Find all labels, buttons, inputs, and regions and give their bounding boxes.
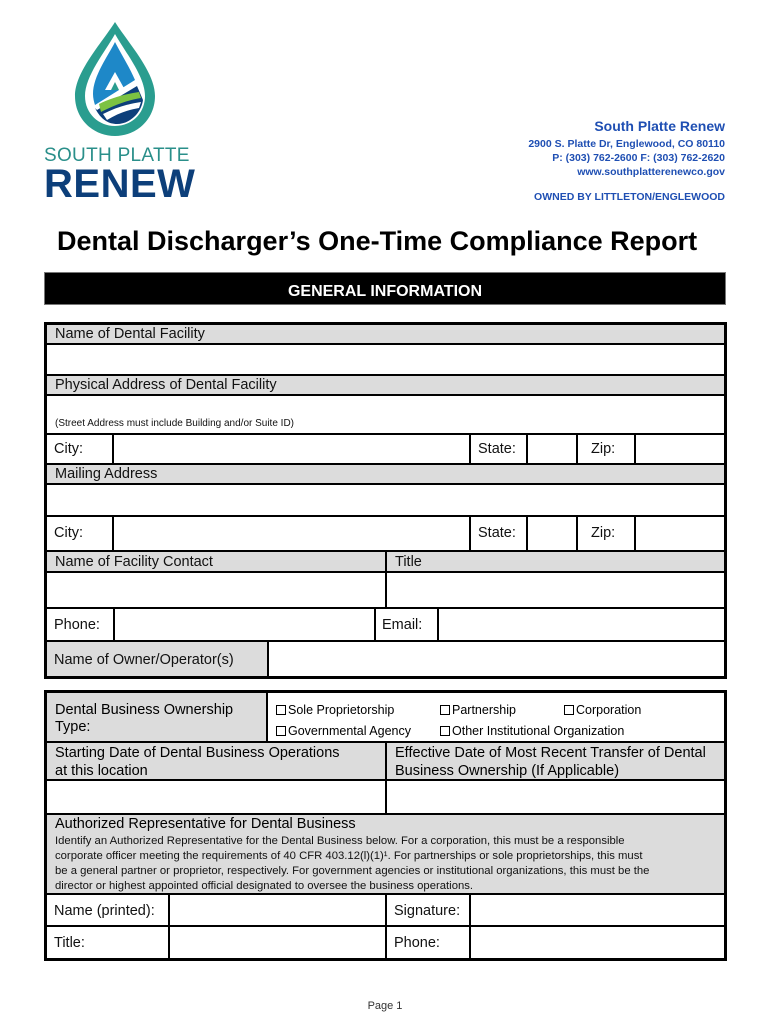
facility-name-label: Name of Dental Facility (55, 326, 205, 342)
signature-label: Signature: (394, 903, 461, 919)
authorized-rep-text-3: be a general partner or proprietor, respectively. For government agencies or institutional organizations, this must be the (55, 865, 650, 877)
zip-field[interactable] (635, 434, 725, 464)
section-banner: GENERAL INFORMATION (44, 272, 726, 305)
option-partnership[interactable]: Partnership (440, 703, 516, 717)
mailing-address-field[interactable] (46, 484, 725, 516)
owner-label-cell (46, 641, 268, 677)
ownership-type-label-2: Type: (55, 719, 91, 735)
email-field[interactable] (438, 608, 725, 641)
org-website: www.southplatterenewco.gov (577, 166, 725, 178)
facility-contact-label: Name of Facility Contact (55, 554, 213, 570)
city-label: City: (54, 441, 83, 457)
authorized-rep-text-1: Identify an Authorized Representative for the Dental Business below. For a corporation, this must be a responsible (55, 835, 625, 847)
rep-phone-field[interactable] (470, 926, 725, 959)
contact-title-header (386, 551, 725, 572)
transfer-date-label-1: Effective Date of Most Recent Transfer of Dental (395, 745, 706, 761)
contact-title-label: Title (395, 554, 422, 570)
option-governmental-agency[interactable]: Governmental Agency (276, 724, 411, 738)
city-label-cell (46, 434, 113, 464)
city-field[interactable] (113, 434, 470, 464)
email-label-cell (375, 608, 438, 641)
name-printed-field[interactable] (169, 894, 386, 926)
mailing-city-label-cell (46, 516, 113, 551)
mailing-city-label: City: (54, 525, 83, 541)
mailing-zip-field[interactable] (635, 516, 725, 551)
state-label: State: (478, 441, 516, 457)
checkbox-icon[interactable] (440, 726, 450, 736)
mailing-state-label: State: (478, 525, 516, 541)
option-other-institutional[interactable]: Other Institutional Organization (440, 724, 624, 738)
physical-address-label: Physical Address of Dental Facility (55, 377, 277, 393)
mailing-zip-label: Zip: (591, 525, 616, 541)
rep-title-field[interactable] (169, 926, 386, 959)
signature-label-cell (386, 894, 470, 926)
name-printed-label: Name (printed): (54, 903, 155, 919)
checkbox-icon[interactable] (276, 726, 286, 736)
facility-contact-field[interactable] (46, 572, 386, 608)
zip-label: Zip: (591, 441, 616, 457)
physical-address-header (46, 375, 725, 395)
zip-label-cell (577, 434, 635, 464)
transfer-date-field[interactable] (386, 780, 725, 814)
checkbox-icon[interactable] (440, 705, 450, 715)
start-date-field[interactable] (46, 780, 386, 814)
name-printed-label-cell (46, 894, 169, 926)
contact-block (528, 118, 725, 203)
option-corporation[interactable]: Corporation (564, 703, 641, 717)
ownership-type-options (267, 692, 725, 742)
transfer-date-header (386, 742, 725, 780)
checkbox-icon[interactable] (276, 705, 286, 715)
ownership-type-label-cell (46, 692, 267, 742)
phone-field[interactable] (114, 608, 375, 641)
start-date-label-1: Starting Date of Dental Business Operations (55, 745, 340, 761)
ownership-type-label-1: Dental Business Ownership (55, 702, 234, 718)
owner-field[interactable] (268, 641, 725, 677)
transfer-date-label-2: Business Ownership (If Applicable) (395, 763, 620, 779)
org-name: South Platte Renew (594, 118, 725, 134)
checkbox-icon[interactable] (564, 705, 574, 715)
logo-text-renew: RENEW (44, 162, 196, 206)
south-platte-renew-logo (44, 20, 196, 206)
mailing-address-label: Mailing Address (55, 466, 158, 482)
mailing-state-label-cell (470, 516, 527, 551)
phone-label: Phone: (54, 617, 100, 633)
option-sole-proprietorship[interactable]: Sole Proprietorship (276, 703, 394, 717)
page-number: Page 1 (367, 1000, 403, 1012)
mailing-state-field[interactable] (527, 516, 577, 551)
physical-address-field[interactable] (46, 395, 725, 434)
org-address: 2900 S. Platte Dr, Englewood, CO 80110 (528, 138, 725, 150)
start-date-label-2: at this location (55, 763, 148, 779)
state-field[interactable] (527, 434, 577, 464)
page-title: Dental Discharger’s One-Time Compliance Report (57, 226, 698, 256)
logo-text-south-platte: SOUTH PLATTE (44, 145, 190, 166)
authorized-rep-text-2: corporate officer meeting the requirements of 40 CFR 403.12(l)(1)¹. For partnerships or sole proprietorships, this must (55, 850, 643, 862)
rep-phone-label: Phone: (394, 935, 440, 951)
owned-by: OWNED BY LITTLETON/ENGLEWOOD (534, 191, 725, 203)
mailing-address-header (46, 464, 725, 484)
signature-field[interactable] (470, 894, 725, 926)
authorized-rep-text-4: director or highest appointed official designated to oversee the business operations. (55, 880, 474, 892)
start-date-header (46, 742, 386, 780)
facility-name-field[interactable] (46, 344, 725, 375)
authorized-rep-heading: Authorized Representative for Dental Business (55, 816, 356, 832)
contact-title-field[interactable] (386, 572, 725, 608)
authorized-rep-block (46, 814, 725, 894)
street-note: (Street Address must include Building and/or Suite ID) (55, 418, 295, 429)
email-label: Email: (382, 617, 423, 633)
water-drop-icon (71, 20, 159, 138)
state-label-cell (470, 434, 527, 464)
facility-name-header (46, 324, 725, 344)
rep-title-label-cell (46, 926, 169, 959)
phone-label-cell (46, 608, 114, 641)
facility-contact-header (46, 551, 386, 572)
owner-label: Name of Owner/Operator(s) (54, 652, 234, 668)
mailing-zip-label-cell (577, 516, 635, 551)
rep-title-label: Title: (54, 935, 85, 951)
org-phones: P: (303) 762-2600 F: (303) 762-2620 (552, 152, 725, 164)
mailing-city-field[interactable] (113, 516, 470, 551)
rep-phone-label-cell (386, 926, 470, 959)
